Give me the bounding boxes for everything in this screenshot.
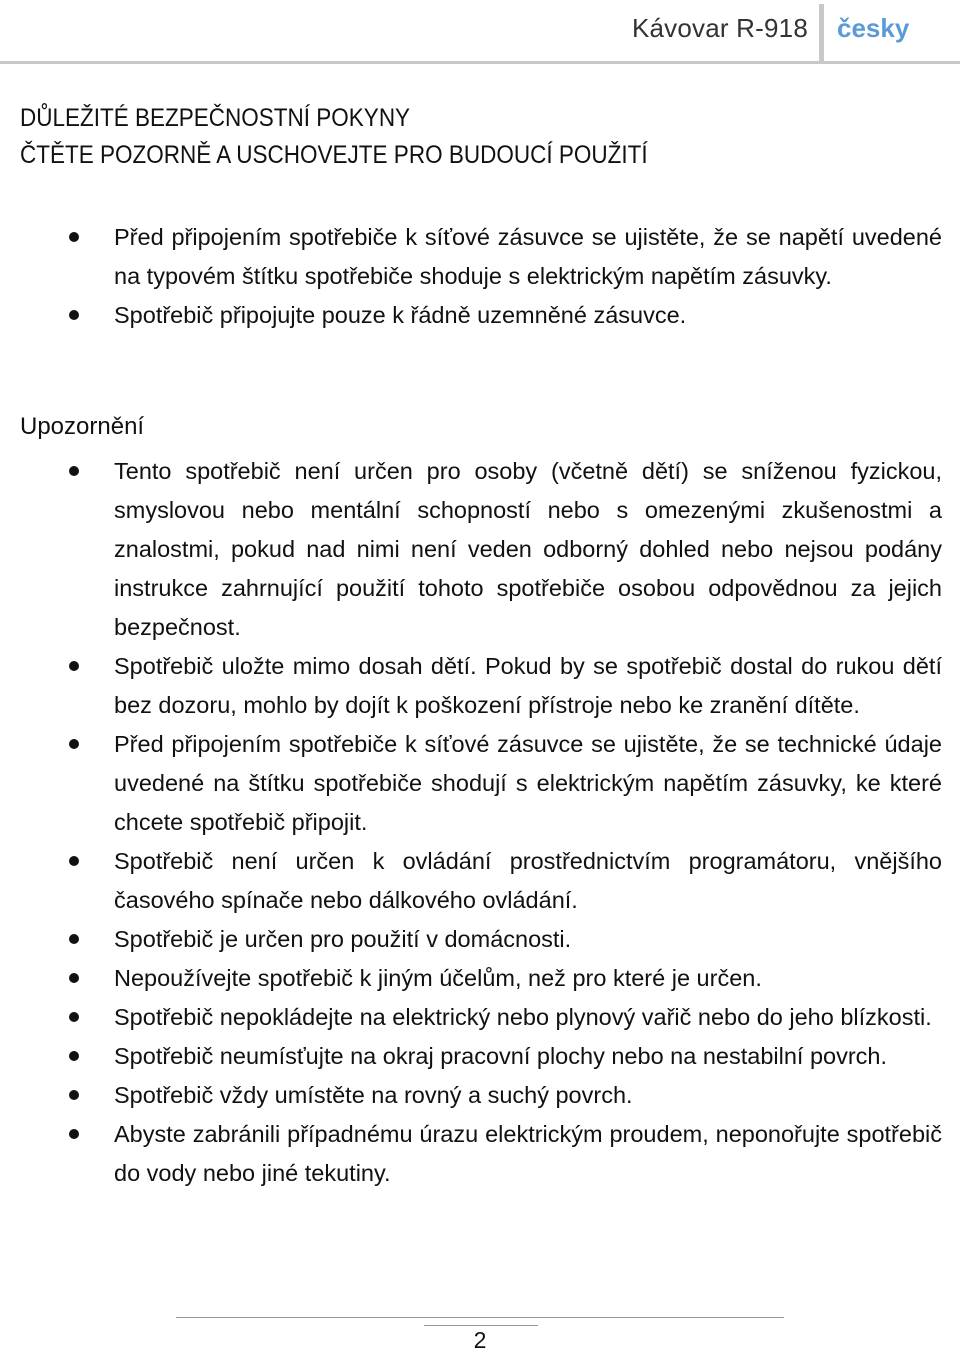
warning-list [0,452,960,1193]
footer-rule [176,1317,784,1318]
bullet-icon [69,973,79,983]
list-item [0,920,960,959]
list-item-text: Spotřebič nepokládejte na elektrický nebo plynový vařič nebo do jeho blízkosti. [114,1004,932,1030]
bullet-icon [69,1129,79,1139]
list-item [0,1115,960,1193]
list-item [0,296,960,335]
bullet-icon [69,739,79,749]
list-item-text: Abyste zabránili případnému úrazu elektrickým proudem, neponořujte spotřebič do vody nebo jiné tekutiny. [114,1121,942,1186]
list-item [0,1076,960,1115]
list-item [0,725,960,842]
list-item-text: Před připojením spotřebiče k síťové zásuvce se ujistěte, že se technické údaje uvedené na štítku spotřebiče shodují s elektrickým napětím zásuvky, ke které chcete spotřebič připojit. [114,731,942,835]
bullet-icon [69,466,79,476]
title-line-2: ČTĚTE POZORNĚ A USCHOVEJTE PRO BUDOUCÍ POUŽITÍ [20,141,648,169]
list-item [0,218,960,296]
bullet-icon [69,856,79,866]
document-title [20,100,648,174]
list-item [0,1037,960,1076]
list-item-text: Spotřebič připojujte pouze k řádně uzemněné zásuvce. [114,302,687,328]
title-line-1: DŮLEŽITÉ BEZPEČNOSTNÍ POKYNY [20,104,411,132]
bullet-icon [69,1090,79,1100]
list-item-text: Nepoužívejte spotřebič k jiným účelům, než pro které je určen. [114,965,762,991]
header-rule [0,61,960,64]
list-item [0,959,960,998]
list-item [0,998,960,1037]
safety-list [0,218,960,335]
bullet-icon [69,1012,79,1022]
list-item-text: Před připojením spotřebiče k síťové zásuvce se ujistěte, že se napětí uvedené na typovém štítku spotřebiče shoduje s elektrickým napětím zásuvky. [114,224,942,289]
header-divider [819,4,824,62]
list-item [0,842,960,920]
list-item-text: Tento spotřebič není určen pro osoby (včetně dětí) se sníženou fyzickou, smyslovou nebo mentální schopností nebo s omezenými zkušenostmi a znalostmi, pokud nad nimi není veden odborný dohled nebo nejsou podány instrukce zahrnující použití tohoto spotřebiče osobou odpovědnou za jejich bezpečnost. [114,458,942,640]
bullet-icon [69,1051,79,1061]
language-label: česky [837,13,910,43]
list-item-text: Spotřebič není určen k ovládání prostřednictvím programátoru, vnějšího časového spínače nebo dálkového ovládání. [114,848,942,913]
warning-heading: Upozornění [20,413,145,440]
bullet-icon [69,661,79,671]
footer-rule-short [424,1325,538,1326]
list-item-text: Spotřebič neumísťujte na okraj pracovní plochy nebo na nestabilní povrch. [114,1043,888,1069]
bullet-icon [69,934,79,944]
list-item-text: Spotřebič vždy umístěte na rovný a suchý povrch. [114,1082,633,1108]
bullet-icon [69,232,79,242]
list-item-text: Spotřebič uložte mimo dosah dětí. Pokud by se spotřebič dostal do rukou dětí bez dozoru, mohlo by dojít k poškození přístroje nebo ke zranění dítěte. [114,653,942,718]
product-name: Kávovar R-918 [631,13,808,43]
page-header [0,0,960,62]
page-number: 2 [473,1327,487,1353]
list-item [0,647,960,725]
list-item-text: Spotřebič je určen pro použití v domácnosti. [114,926,572,952]
bullet-icon [69,310,79,320]
list-item [0,452,960,647]
